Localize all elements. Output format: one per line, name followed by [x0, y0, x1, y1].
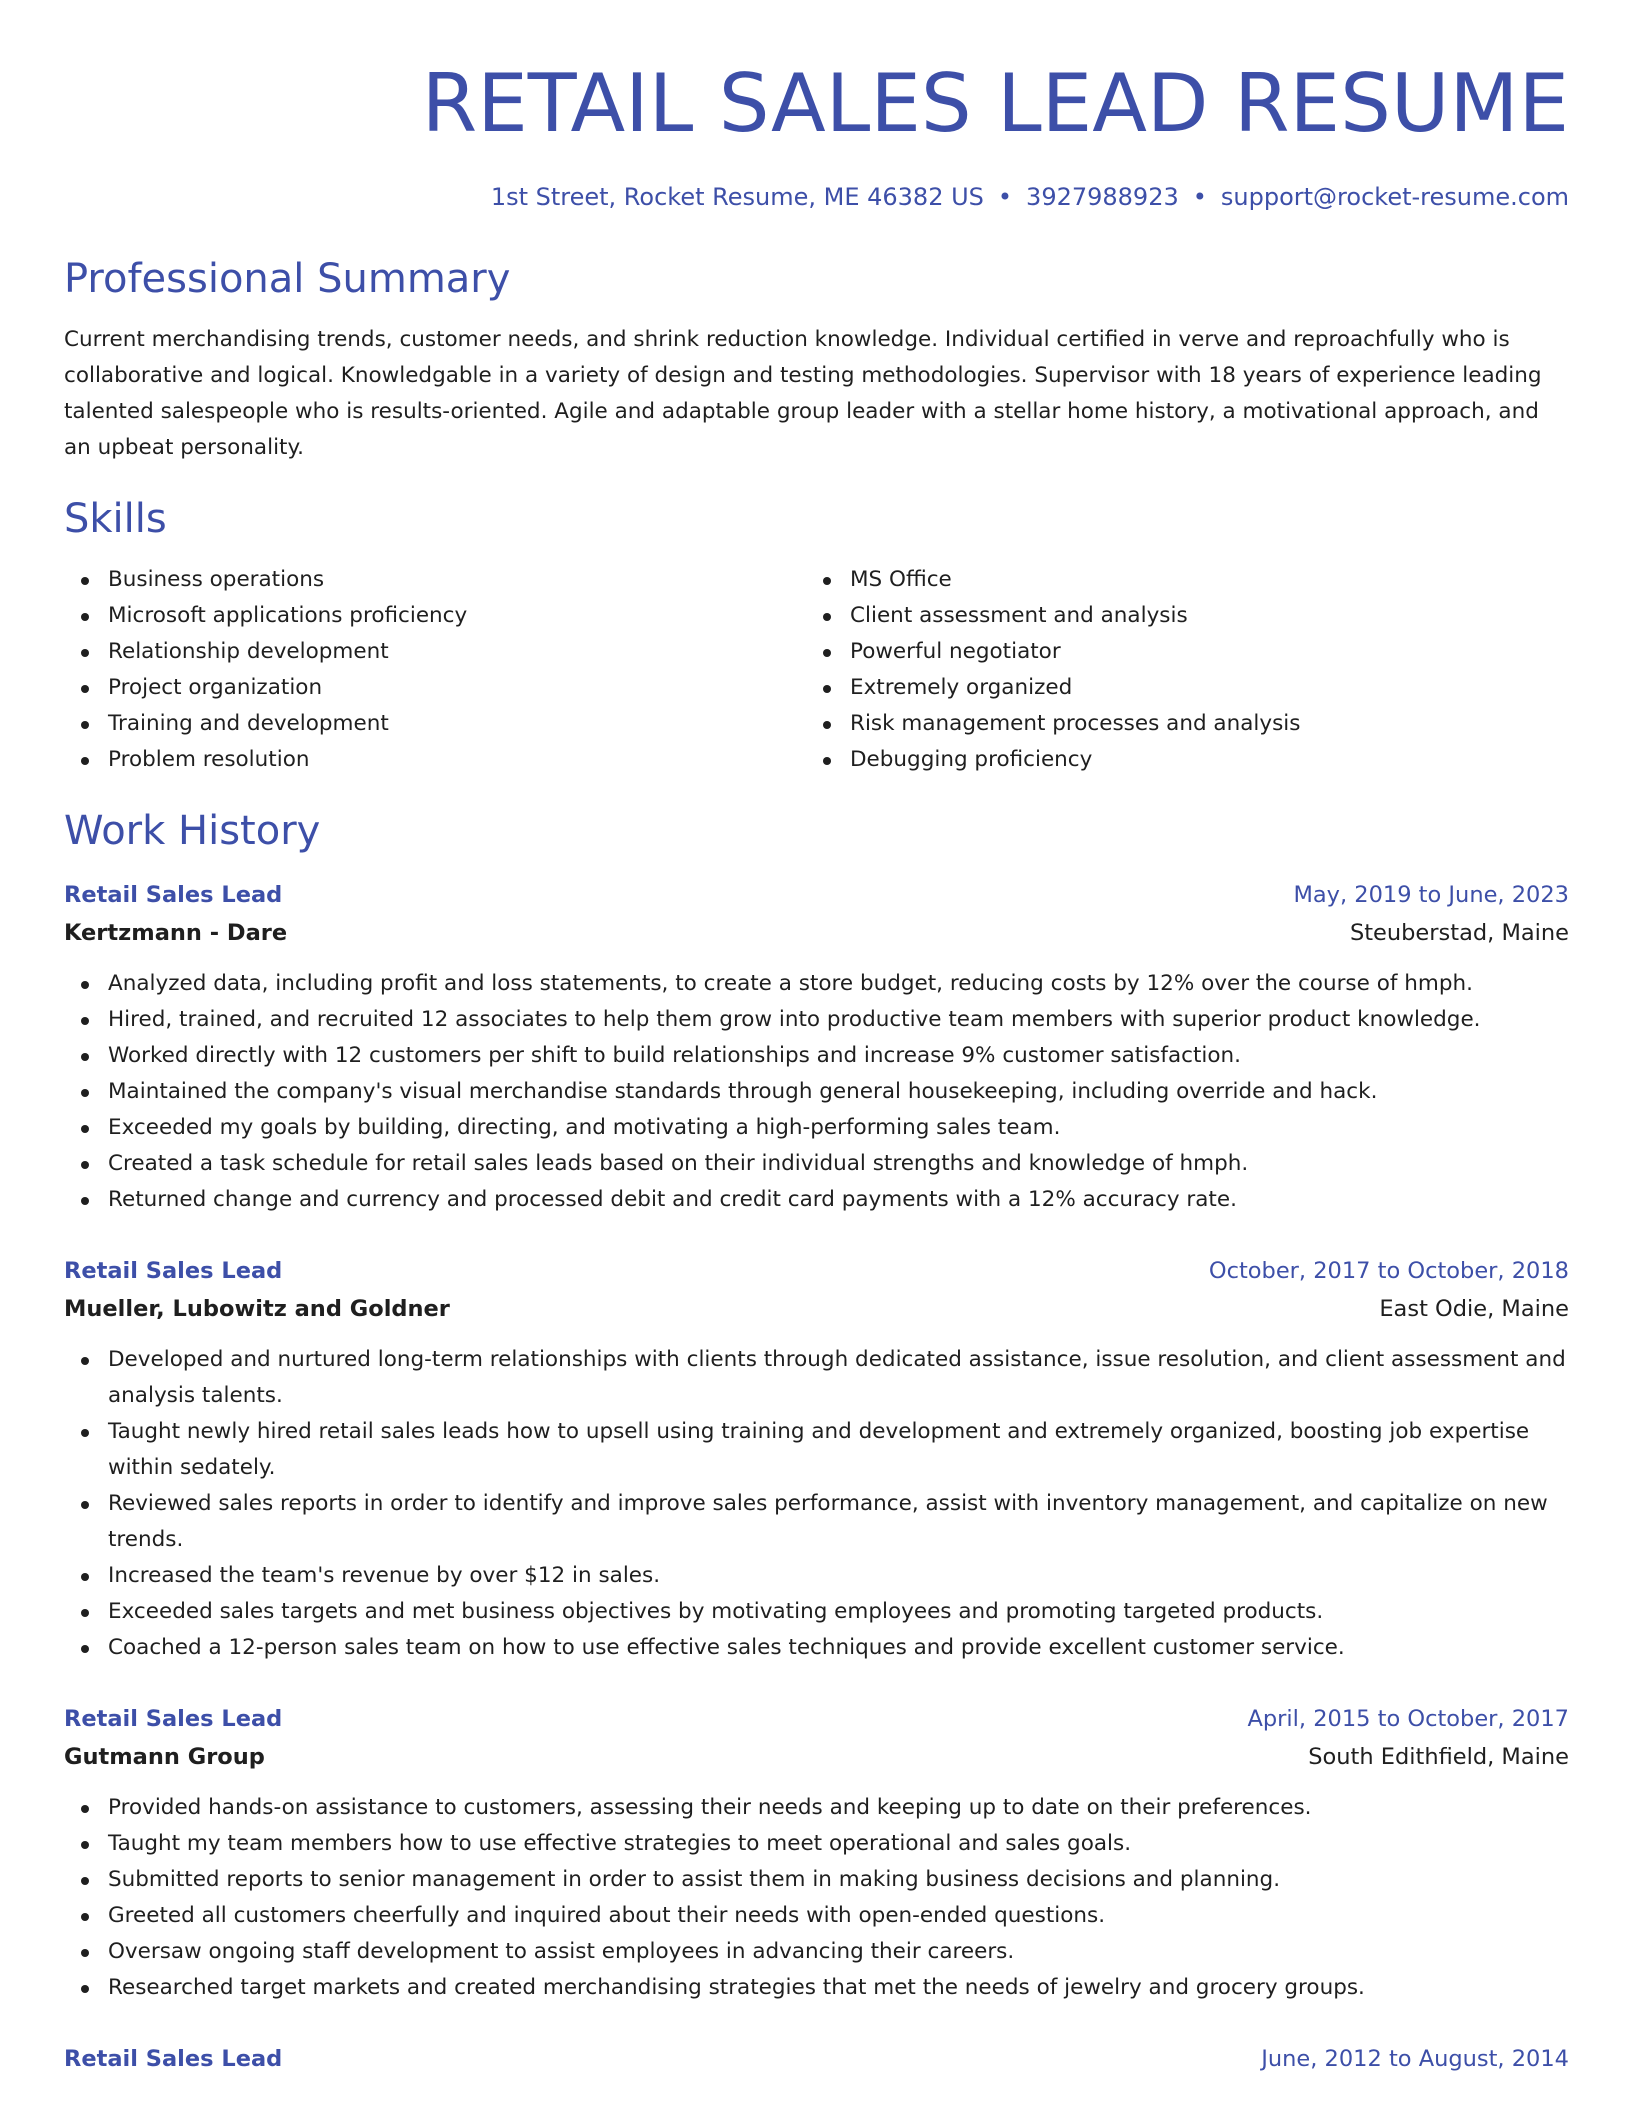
skill-item: Relationship development	[64, 634, 806, 670]
job-entry	[64, 2040, 1569, 2078]
job-title-row	[64, 2040, 1569, 2078]
job-bullet: Submitted reports to senior management in order to assist them in making business decisions and planning.	[64, 1862, 1569, 1898]
section-heading-work-history: Work History	[64, 808, 321, 854]
job-company: Mueller, Lubowitz and Goldner	[64, 1296, 450, 1322]
job-location: Steuberstad, Maine	[1349, 920, 1569, 946]
job-bullet: Reviewed sales reports in order to identify and improve sales performance, assist with inventory management, and capitalize on new trends.	[64, 1486, 1569, 1558]
job-bullet: Greeted all customers cheerfully and inquired about their needs with open-ended questions.	[64, 1898, 1569, 1934]
skill-item: Business operations	[64, 562, 806, 598]
job-company-row	[64, 1738, 1569, 1776]
skills-list-left	[64, 562, 806, 778]
job-title: Retail Sales Lead	[64, 1706, 283, 1732]
contact-address: 1st Street, Rocket Resume, ME 46382 US	[490, 183, 984, 211]
job-bullet: Returned change and currency and processed debit and credit card payments with a 12% accuracy rate.	[64, 1182, 1569, 1218]
job-dates: October, 2017 to October, 2018	[1208, 1258, 1569, 1284]
skill-item: Client assessment and analysis	[806, 598, 1548, 634]
contact-line	[64, 180, 1569, 214]
job-bullets	[64, 966, 1569, 1218]
job-title-row	[64, 876, 1569, 914]
skill-item: Problem resolution	[64, 742, 806, 778]
job-location: South Edithfield, Maine	[1308, 1744, 1569, 1770]
job-title-row	[64, 1700, 1569, 1738]
job-bullets	[64, 1342, 1569, 1666]
job-bullet: Created a task schedule for retail sales leads based on their individual strengths and knowledge of hmph.	[64, 1146, 1569, 1182]
job-entry	[64, 1252, 1569, 1666]
job-bullet: Coached a 12-person sales team on how to use effective sales techniques and provide excellent customer service.	[64, 1630, 1569, 1666]
job-bullet: Worked directly with 12 customers per shift to build relationships and increase 9% customer satisfaction.	[64, 1038, 1569, 1074]
skill-item: MS Office	[806, 562, 1548, 598]
job-title: Retail Sales Lead	[64, 882, 283, 908]
job-entry	[64, 1700, 1569, 2006]
job-bullet: Analyzed data, including profit and loss statements, to create a store budget, reducing costs by 12% over the course of hmph.	[64, 966, 1569, 1002]
job-bullet: Provided hands-on assistance to customers, assessing their needs and keeping up to date on their preferences.	[64, 1790, 1569, 1826]
job-dates: June, 2012 to August, 2014	[1261, 2046, 1569, 2072]
skill-item: Extremely organized	[806, 670, 1548, 706]
job-bullet: Taught my team members how to use effective strategies to meet operational and sales goals.	[64, 1826, 1569, 1862]
job-title-row	[64, 1252, 1569, 1290]
summary-text: Current merchandising trends, customer needs, and shrink reduction knowledge. Individual certified in verve and reproachfully who is collaborative and logical. Knowledgable in a variety of design and testing methodologies. Supervisor with 18 years of experience leading talented salespeople who is results-oriented. Agile and adaptable group leader with a stellar home history, a motivational approach, and an upbeat personality.	[64, 327, 1542, 460]
skills-list-right	[806, 562, 1548, 778]
job-company: Gutmann Group	[64, 1744, 265, 1770]
job-company: Kertzmann - Dare	[64, 920, 288, 946]
job-company-row	[64, 1290, 1569, 1328]
skills-grid	[64, 562, 1569, 778]
job-bullet: Taught newly hired retail sales leads how to upsell using training and development and extremely organized, boosting job expertise within sedately.	[64, 1414, 1569, 1486]
job-bullet: Exceeded my goals by building, directing, and motivating a high-performing sales team.	[64, 1110, 1569, 1146]
job-bullet: Maintained the company's visual merchandise standards through general housekeeping, including override and hack.	[64, 1074, 1569, 1110]
skill-item: Risk management processes and analysis	[806, 706, 1548, 742]
job-bullet: Researched target markets and created merchandising strategies that met the needs of jewelry and grocery groups.	[64, 1970, 1569, 2006]
resume-title: RETAIL SALES LEAD RESUME	[421, 57, 1569, 150]
job-bullet: Developed and nurtured long-term relationships with clients through dedicated assistance, issue resolution, and client assessment and analysis talents.	[64, 1342, 1569, 1414]
job-bullet: Oversaw ongoing staff development to assist employees in advancing their careers.	[64, 1934, 1569, 1970]
job-dates: April, 2015 to October, 2017	[1247, 1706, 1569, 1732]
skill-item: Powerful negotiator	[806, 634, 1548, 670]
job-location: East Odie, Maine	[1379, 1296, 1569, 1322]
section-heading-summary: Professional Summary	[64, 256, 511, 302]
contact-separator: •	[1192, 183, 1207, 211]
job-title: Retail Sales Lead	[64, 2046, 283, 2072]
job-dates: May, 2019 to June, 2023	[1293, 882, 1569, 908]
job-bullet: Hired, trained, and recruited 12 associates to help them grow into productive team members with superior product knowledge.	[64, 1002, 1569, 1038]
job-company-row	[64, 914, 1569, 952]
contact-email[interactable]: support@rocket-resume.com	[1220, 183, 1569, 211]
job-entry	[64, 876, 1569, 1218]
resume-page	[64, 0, 1569, 2078]
contact-phone: 3927988923	[1026, 183, 1179, 211]
section-heading-skills: Skills	[64, 496, 167, 542]
job-bullets	[64, 1790, 1569, 2006]
skill-item: Microsoft applications proficiency	[64, 598, 806, 634]
contact-separator: •	[997, 183, 1013, 211]
job-bullet: Exceeded sales targets and met business objectives by motivating employees and promoting targeted products.	[64, 1594, 1569, 1630]
skill-item: Project organization	[64, 670, 806, 706]
skill-item: Debugging proficiency	[806, 742, 1548, 778]
skill-item: Training and development	[64, 706, 806, 742]
job-bullet: Increased the team's revenue by over $12 in sales.	[64, 1558, 1569, 1594]
job-title: Retail Sales Lead	[64, 1258, 283, 1284]
